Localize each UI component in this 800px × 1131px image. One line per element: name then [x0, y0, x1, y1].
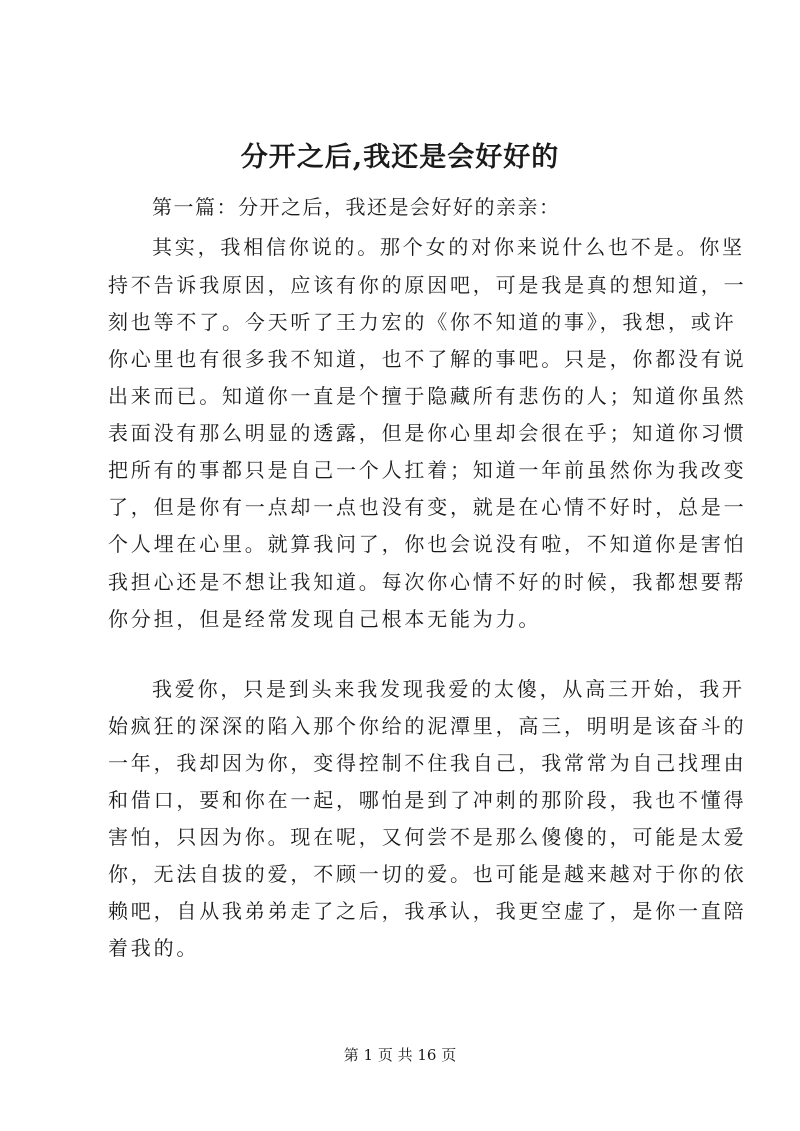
- paragraph-line: 你心里也有很多我不知道，也不了解的事吧。只是，你都没有说: [108, 347, 747, 371]
- paragraph-line: 我担心还是不想让我知道。每次你心情不好的时候，我都想要帮: [108, 570, 747, 594]
- paragraph-line: 持不告诉我原因，应该有你的原因吧，可是我是真的想知道，一: [108, 273, 747, 297]
- paragraph-line: 了，但是你有一点却一点也没有变，就是在心情不好时，总是一: [108, 495, 747, 519]
- paragraph-line: 个人埋在心里。就算我问了，你也会说没有啦，不知道你是害怕: [108, 532, 747, 556]
- paragraph-line: 你分担，但是经常发现自己根本无能为力。: [108, 607, 542, 631]
- paragraph-line: 表面没有那么明显的透露，但是你心里却会很在乎；知道你习惯: [108, 421, 747, 445]
- paragraph-line: 其实，我相信你说的。那个女的对你来说什么也不是。你坚: [152, 235, 745, 259]
- paragraph-line: 赖吧，自从我弟弟走了之后，我承认，我更空虚了，是你一直陪: [108, 899, 747, 923]
- paragraph-line: 刻也等不了。今天听了王力宏的《你不知道的事》，我想，或许: [108, 310, 737, 334]
- paragraph-line: 出来而已。知道你一直是个擅于隐藏所有悲伤的人；知道你虽然: [108, 384, 747, 408]
- paragraph-line: 你，无法自拔的爱，不顾一切的爱。也可能是越来越对于你的依: [108, 862, 747, 886]
- page-number-footer: 第 1 页 共 16 页: [343, 1046, 457, 1064]
- paragraph-line: 始疯狂的深深的陷入那个你给的泥潭里，高三，明明是该奋斗的: [108, 714, 747, 738]
- paragraph-line: 着我的。: [108, 936, 200, 960]
- paragraph-line: 害怕，只因为你。现在呢，又何尝不是那么傻傻的，可能是太爱: [108, 825, 747, 849]
- paragraph-line: 和借口，要和你在一起，哪怕是到了冲刺的那阶段，我也不懂得: [108, 788, 747, 812]
- document-title: 分开之后,我还是会好好的: [240, 142, 560, 173]
- document-subtitle: 第一篇：分开之后，我还是会好好的亲亲：: [152, 195, 561, 219]
- paragraph-line: 我爱你，只是到头来我发现我爱的太傻，从高三开始，我开: [152, 677, 745, 701]
- paragraph-line: 把所有的事都只是自己一个人扛着；知道一年前虽然你为我改变: [108, 458, 747, 482]
- paragraph-line: 一年，我却因为你，变得控制不住我自己，我常常为自己找理由: [108, 751, 747, 775]
